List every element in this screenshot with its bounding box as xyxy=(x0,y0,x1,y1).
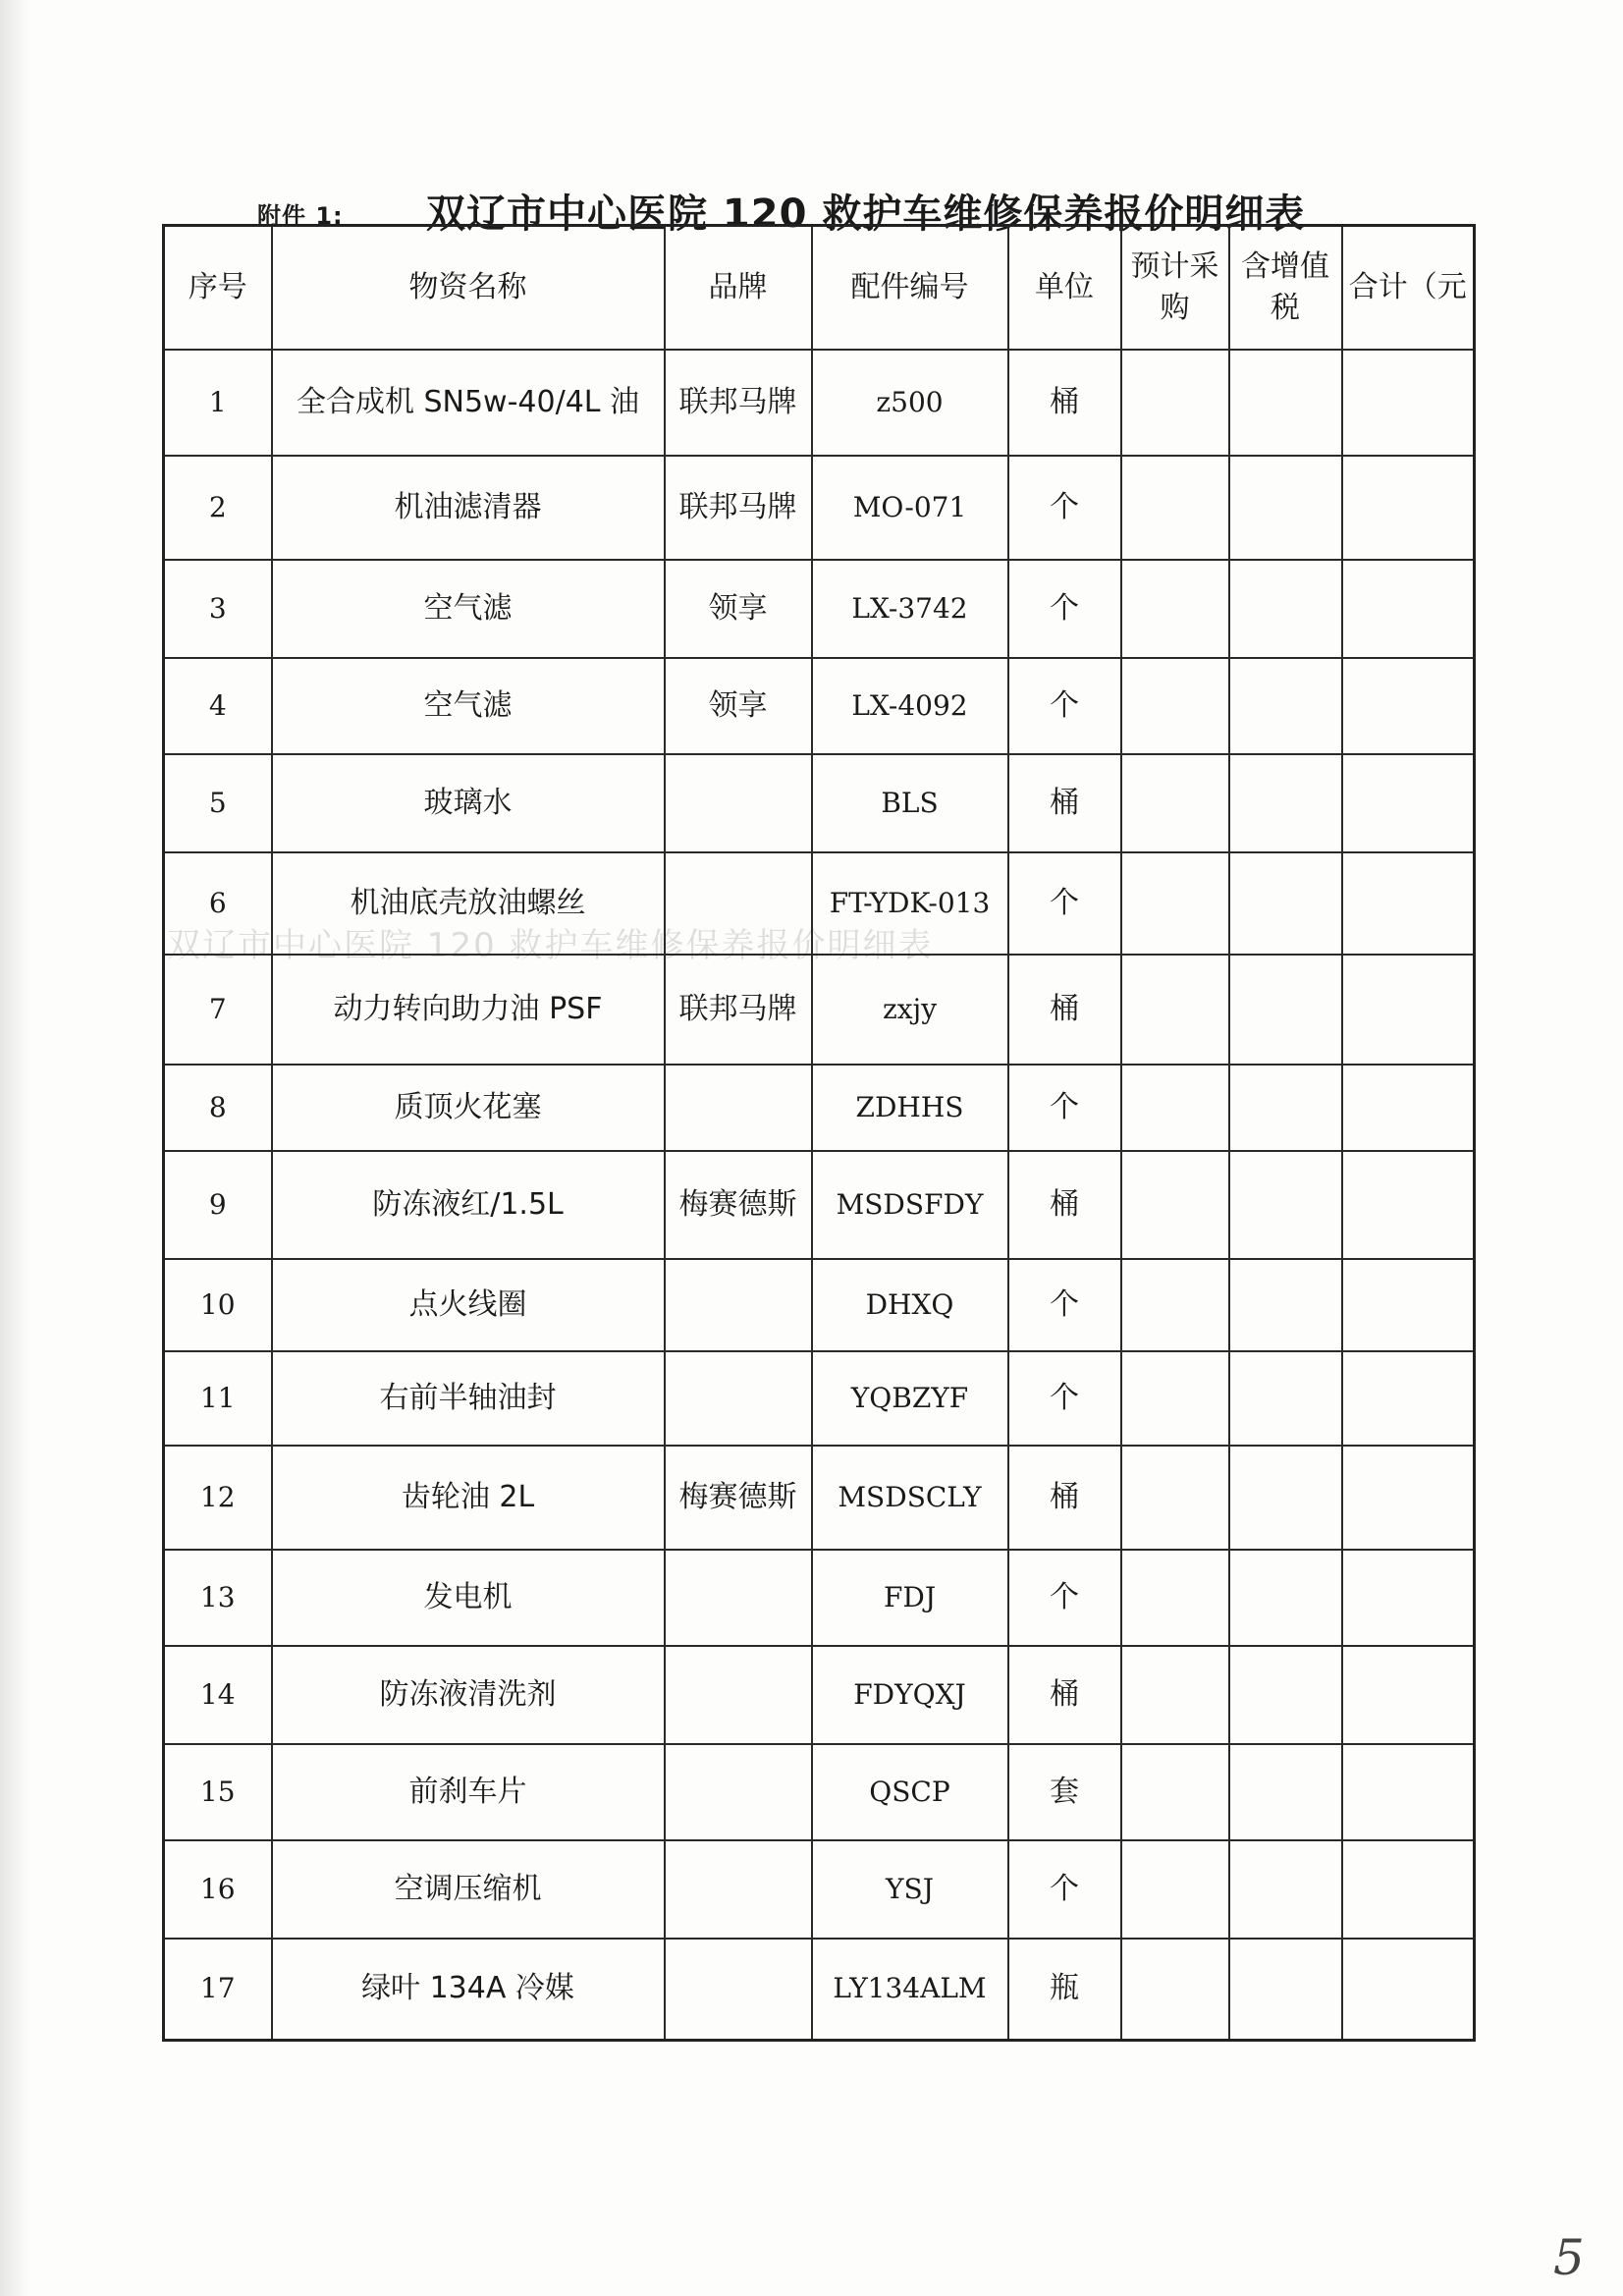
cell-vat xyxy=(1229,1446,1342,1550)
table-row xyxy=(164,1259,1475,1351)
scan-shadow xyxy=(0,0,29,2296)
cell-index: 5 xyxy=(164,754,272,852)
cell-vat xyxy=(1229,852,1342,955)
cell-unit: 个 xyxy=(1008,1550,1121,1646)
cell-part-code: LX-4092 xyxy=(812,658,1008,754)
table-row xyxy=(164,1646,1475,1744)
cell-brand: 梅赛德斯 xyxy=(665,1151,812,1259)
cell-vat xyxy=(1229,955,1342,1065)
table-row xyxy=(164,852,1475,955)
cell-unit: 桶 xyxy=(1008,350,1121,456)
cell-unit: 个 xyxy=(1008,560,1121,658)
cell-item-name: 玻璃水 xyxy=(272,754,665,852)
cell-part-code: YQBZYF xyxy=(812,1351,1008,1446)
cell-vat xyxy=(1229,1259,1342,1351)
cell-item-name: 前刹车片 xyxy=(272,1744,665,1840)
cell-item-name: 质顶火花塞 xyxy=(272,1065,665,1151)
cell-unit: 个 xyxy=(1008,658,1121,754)
document-title: 双辽市中心医院 120 救护车维修保养报价明细表 xyxy=(426,191,1306,237)
col-header-unit: 单位 xyxy=(1008,226,1121,350)
cell-index: 8 xyxy=(164,1065,272,1151)
cell-vat xyxy=(1229,560,1342,658)
cell-brand xyxy=(665,1744,812,1840)
cell-planned xyxy=(1121,1939,1229,2041)
cell-planned xyxy=(1121,350,1229,456)
cell-index: 13 xyxy=(164,1550,272,1646)
cell-total xyxy=(1342,456,1475,560)
table-row xyxy=(164,1939,1475,2041)
cell-total xyxy=(1342,1646,1475,1744)
cell-brand xyxy=(665,1065,812,1151)
cell-brand: 领享 xyxy=(665,658,812,754)
table-row xyxy=(164,1151,1475,1259)
cell-total xyxy=(1342,852,1475,955)
cell-index: 12 xyxy=(164,1446,272,1550)
cell-unit: 个 xyxy=(1008,456,1121,560)
cell-item-name: 空气滤 xyxy=(272,560,665,658)
cell-part-code: DHXQ xyxy=(812,1259,1008,1351)
cell-brand: 梅赛德斯 xyxy=(665,1446,812,1550)
cell-planned xyxy=(1121,1550,1229,1646)
cell-index: 1 xyxy=(164,350,272,456)
table-row xyxy=(164,560,1475,658)
cell-brand xyxy=(665,852,812,955)
table-row xyxy=(164,1065,1475,1151)
table-row xyxy=(164,1840,1475,1939)
cell-item-name: 机油滤清器 xyxy=(272,456,665,560)
cell-part-code: BLS xyxy=(812,754,1008,852)
cell-part-code: MSDSFDY xyxy=(812,1151,1008,1259)
cell-unit: 桶 xyxy=(1008,955,1121,1065)
cell-vat xyxy=(1229,1550,1342,1646)
cell-item-name: 全合成机 SN5w-40/4L 油 xyxy=(272,350,665,456)
cell-item-name: 点火线圈 xyxy=(272,1259,665,1351)
col-header-name: 物资名称 xyxy=(272,226,665,350)
cell-unit: 桶 xyxy=(1008,1151,1121,1259)
cell-brand xyxy=(665,754,812,852)
cell-unit: 个 xyxy=(1008,1840,1121,1939)
cell-part-code: LX-3742 xyxy=(812,560,1008,658)
cell-unit: 瓶 xyxy=(1008,1939,1121,2041)
cell-item-name: 绿叶 134A 冷媒 xyxy=(272,1939,665,2041)
bleed-through-text: 双辽市中心医院 120 救护车维修保养报价明细表 xyxy=(167,926,934,965)
cell-item-name: 防冻液红/1.5L xyxy=(272,1151,665,1259)
cell-part-code: ZDHHS xyxy=(812,1065,1008,1151)
cell-item-name: 空气滤 xyxy=(272,658,665,754)
cell-unit: 桶 xyxy=(1008,754,1121,852)
cell-unit: 桶 xyxy=(1008,1446,1121,1550)
quote-table xyxy=(162,224,1476,2042)
cell-part-code: FDJ xyxy=(812,1550,1008,1646)
cell-unit: 个 xyxy=(1008,1259,1121,1351)
cell-total xyxy=(1342,754,1475,852)
cell-brand xyxy=(665,1550,812,1646)
table-row xyxy=(164,658,1475,754)
cell-planned xyxy=(1121,456,1229,560)
cell-index: 10 xyxy=(164,1259,272,1351)
cell-index: 16 xyxy=(164,1840,272,1939)
cell-vat xyxy=(1229,350,1342,456)
cell-item-name: 机油底壳放油螺丝 xyxy=(272,852,665,955)
cell-part-code: FDYQXJ xyxy=(812,1646,1008,1744)
cell-index: 3 xyxy=(164,560,272,658)
cell-brand xyxy=(665,1840,812,1939)
cell-planned xyxy=(1121,852,1229,955)
cell-part-code: z500 xyxy=(812,350,1008,456)
cell-vat xyxy=(1229,1744,1342,1840)
cell-index: 11 xyxy=(164,1351,272,1446)
cell-index: 17 xyxy=(164,1939,272,2041)
cell-index: 7 xyxy=(164,955,272,1065)
cell-part-code: FT-YDK-013 xyxy=(812,852,1008,955)
table-row xyxy=(164,1744,1475,1840)
cell-brand xyxy=(665,1939,812,2041)
cell-part-code: YSJ xyxy=(812,1840,1008,1939)
cell-planned xyxy=(1121,1259,1229,1351)
cell-brand: 联邦马牌 xyxy=(665,955,812,1065)
cell-total xyxy=(1342,1550,1475,1646)
cell-planned xyxy=(1121,1351,1229,1446)
cell-brand xyxy=(665,1351,812,1446)
cell-item-name: 齿轮油 2L xyxy=(272,1446,665,1550)
cell-brand: 联邦马牌 xyxy=(665,350,812,456)
table-row xyxy=(164,955,1475,1065)
col-header-total: 合计（元 xyxy=(1342,226,1475,350)
cell-vat xyxy=(1229,1151,1342,1259)
cell-total xyxy=(1342,350,1475,456)
cell-planned xyxy=(1121,1840,1229,1939)
cell-total xyxy=(1342,658,1475,754)
cell-index: 14 xyxy=(164,1646,272,1744)
col-header-index: 序号 xyxy=(164,226,272,350)
col-header-planned: 预计采购 xyxy=(1121,226,1229,350)
cell-brand xyxy=(665,1646,812,1744)
cell-vat xyxy=(1229,456,1342,560)
cell-index: 6 xyxy=(164,852,272,955)
cell-planned xyxy=(1121,955,1229,1065)
cell-vat xyxy=(1229,1351,1342,1446)
cell-vat xyxy=(1229,1939,1342,2041)
cell-total xyxy=(1342,1744,1475,1840)
table-header-row xyxy=(164,226,1475,350)
cell-index: 2 xyxy=(164,456,272,560)
cell-total xyxy=(1342,1939,1475,2041)
table-row xyxy=(164,1446,1475,1550)
cell-brand: 联邦马牌 xyxy=(665,456,812,560)
cell-total xyxy=(1342,1840,1475,1939)
table-row xyxy=(164,456,1475,560)
cell-vat xyxy=(1229,754,1342,852)
cell-total xyxy=(1342,1259,1475,1351)
cell-part-code: MO-071 xyxy=(812,456,1008,560)
cell-total xyxy=(1342,1151,1475,1259)
cell-planned xyxy=(1121,1646,1229,1744)
cell-item-name: 发电机 xyxy=(272,1550,665,1646)
cell-unit: 个 xyxy=(1008,1065,1121,1151)
cell-planned xyxy=(1121,560,1229,658)
cell-total xyxy=(1342,1351,1475,1446)
cell-part-code: LY134ALM xyxy=(812,1939,1008,2041)
cell-total xyxy=(1342,1065,1475,1151)
cell-index: 4 xyxy=(164,658,272,754)
cell-unit: 个 xyxy=(1008,852,1121,955)
col-header-vat: 含增值税 xyxy=(1229,226,1342,350)
cell-brand xyxy=(665,1259,812,1351)
col-header-code: 配件编号 xyxy=(812,226,1008,350)
cell-vat xyxy=(1229,658,1342,754)
cell-item-name: 右前半轴油封 xyxy=(272,1351,665,1446)
cell-unit: 个 xyxy=(1008,1351,1121,1446)
cell-total xyxy=(1342,560,1475,658)
cell-index: 9 xyxy=(164,1151,272,1259)
cell-index: 15 xyxy=(164,1744,272,1840)
cell-planned xyxy=(1121,1065,1229,1151)
cell-planned xyxy=(1121,1151,1229,1259)
attachment-label: 附件 1: xyxy=(257,202,344,230)
table-row xyxy=(164,1351,1475,1446)
cell-item-name: 防冻液清洗剂 xyxy=(272,1646,665,1744)
cell-planned xyxy=(1121,754,1229,852)
cell-part-code: QSCP xyxy=(812,1744,1008,1840)
cell-item-name: 动力转向助力油 PSF xyxy=(272,955,665,1065)
col-header-brand: 品牌 xyxy=(665,226,812,350)
table-row xyxy=(164,1550,1475,1646)
cell-unit: 桶 xyxy=(1008,1646,1121,1744)
table-row xyxy=(164,350,1475,456)
table-row xyxy=(164,754,1475,852)
cell-vat xyxy=(1229,1065,1342,1151)
cell-planned xyxy=(1121,1744,1229,1840)
cell-brand: 领享 xyxy=(665,560,812,658)
cell-planned xyxy=(1121,1446,1229,1550)
cell-vat xyxy=(1229,1646,1342,1744)
cell-unit: 套 xyxy=(1008,1744,1121,1840)
cell-total xyxy=(1342,955,1475,1065)
cell-part-code: zxjy xyxy=(812,955,1008,1065)
cell-total xyxy=(1342,1446,1475,1550)
cell-vat xyxy=(1229,1840,1342,1939)
quote-table-wrapper xyxy=(162,224,1473,2021)
page-number: 5 xyxy=(1553,2229,1585,2286)
cell-planned xyxy=(1121,658,1229,754)
cell-item-name: 空调压缩机 xyxy=(272,1840,665,1939)
cell-part-code: MSDSCLY xyxy=(812,1446,1008,1550)
